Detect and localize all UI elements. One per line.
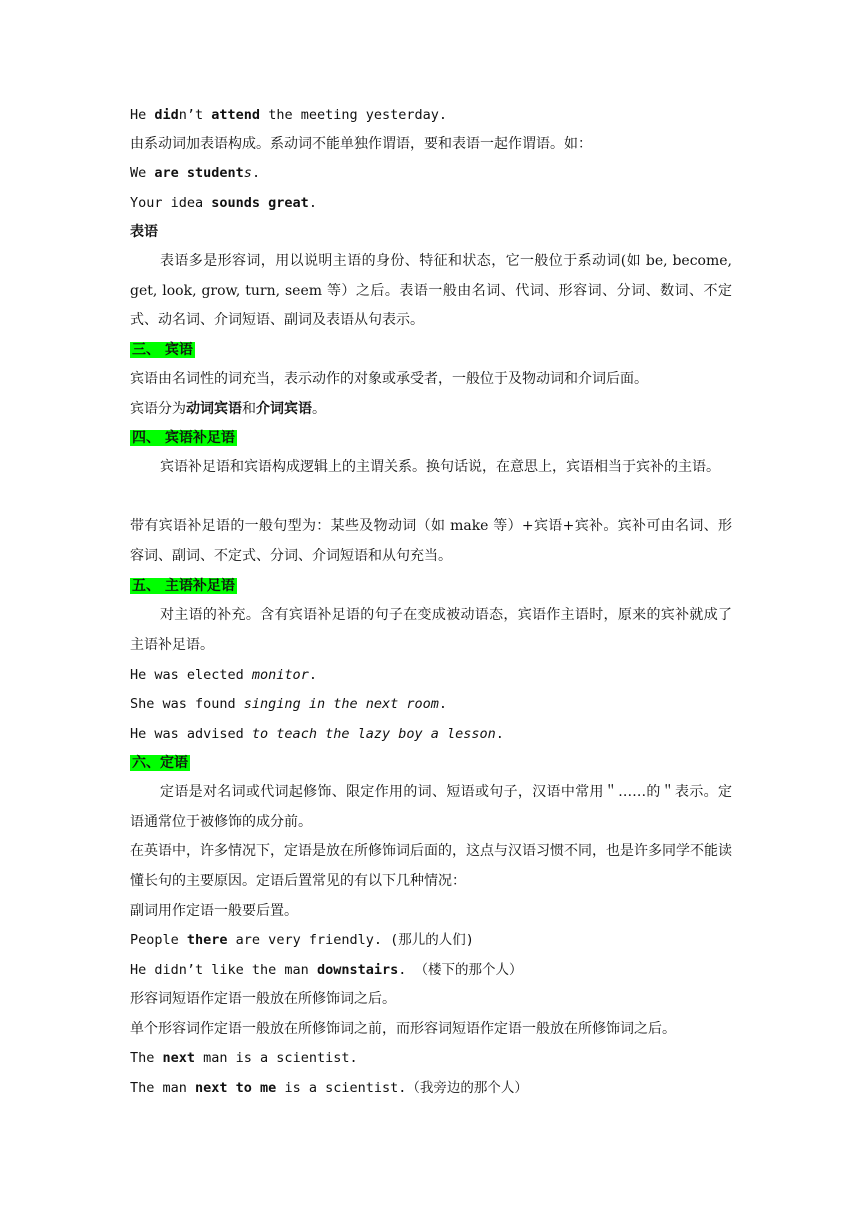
paragraph-line: 形容词短语作定语一般放在所修饰词之后。 bbox=[130, 991, 396, 1007]
bold-run: sounds great bbox=[211, 195, 309, 211]
text-run: . bbox=[251, 165, 261, 181]
bold-run: 动词宾语 bbox=[186, 401, 242, 417]
text-run: We bbox=[130, 165, 155, 181]
italic-run: singing in the next room bbox=[243, 696, 439, 712]
highlighted-heading: 六、定语 bbox=[132, 755, 188, 771]
text-run: 宾语分为 bbox=[130, 401, 186, 417]
highlighted-heading: 四、 宾语补足语 bbox=[132, 430, 235, 446]
italic-run: s bbox=[243, 165, 252, 181]
example-sentence bbox=[130, 1046, 732, 1070]
example-sentence bbox=[130, 928, 732, 952]
section-heading bbox=[130, 574, 732, 598]
text-run: He was elected bbox=[130, 667, 252, 683]
paragraph: 在英语中，许多情况下，定语是放在所修饰词后面的，这点与汉语习惯不同，也是许多同学不能读懂长句的主要原因。定语后置常见的有以下几种情况： bbox=[130, 843, 732, 889]
text-run: The man bbox=[130, 1080, 196, 1096]
text-run: He bbox=[130, 107, 155, 123]
example-sentence bbox=[130, 722, 732, 746]
bold-run: 介词宾语 bbox=[256, 401, 312, 417]
paragraph: 带有宾语补足语的一般句型为：某些及物动词（如 make 等）+宾语+宾补。宾补可由名词、形容词、副词、不定式、分词、介词短语和从句充当。 bbox=[130, 518, 732, 564]
text-run: . bbox=[308, 195, 317, 211]
paragraph-line: 宾语由名词性的词充当，表示动作的对象或承受者，一般位于及物动词和介词后面。 bbox=[130, 371, 648, 387]
paragraph-line: 由系动词加表语构成。系动词不能单独作谓语，要和表语一起作谓语。如： bbox=[130, 136, 592, 152]
paragraph: 表语多是形容词，用以说明主语的身份、特征和状态，它一般位于系动词(如 be, become, get, look, grow, turn, seem 等）之后。表语一般由名词、代词、形容词、分词、数词、不定式、动名词、介词短语、副词及表语从句表示。 bbox=[130, 253, 732, 328]
bold-run: attend bbox=[211, 107, 261, 123]
example-sentence bbox=[130, 1076, 732, 1100]
highlighted-heading: 三、 宾语 bbox=[132, 342, 193, 358]
text-run: man is a scientist. bbox=[195, 1050, 358, 1066]
highlighted-heading: 五、 主语补足语 bbox=[132, 578, 235, 594]
text-run: People bbox=[130, 932, 187, 948]
text-run: are very friendly. (那儿的人们) bbox=[227, 932, 474, 948]
text-run: the meeting yesterday. bbox=[260, 107, 448, 123]
example-sentence bbox=[130, 103, 732, 127]
text-run: . bbox=[438, 696, 448, 712]
paragraph-line: 副词用作定语一般要后置。 bbox=[130, 903, 298, 919]
example-sentence bbox=[130, 161, 732, 185]
paragraph-line: 单个形容词作定语一般放在所修饰词之前，而形容词短语作定语一般放在所修饰词之后。 bbox=[130, 1021, 676, 1037]
bold-run: there bbox=[186, 932, 228, 948]
text-run: n’t bbox=[178, 107, 212, 123]
paragraph: 对主语的补充。含有宾语补足语的句子在变成被动语态，宾语作主语时，原来的宾补就成了主语补足语。 bbox=[130, 607, 732, 653]
italic-run: to teach the lazy boy a lesson bbox=[251, 726, 496, 742]
bold-run: next to me bbox=[195, 1080, 277, 1096]
example-sentence bbox=[130, 663, 732, 687]
example-sentence bbox=[130, 692, 732, 716]
bold-run: are student bbox=[154, 165, 244, 181]
section-heading bbox=[130, 426, 732, 450]
example-sentence bbox=[130, 958, 732, 982]
section-heading bbox=[130, 751, 732, 775]
section-heading: 表语 bbox=[130, 224, 158, 240]
italic-run: monitor bbox=[251, 667, 309, 683]
bold-run: downstairs bbox=[316, 962, 399, 978]
text-run: . bbox=[495, 726, 504, 742]
text-run: He was advised bbox=[130, 726, 252, 742]
text-run: is a scientist.（我旁边的那个人） bbox=[276, 1080, 528, 1096]
text-run: She was found bbox=[130, 696, 244, 712]
bold-run: did bbox=[154, 107, 179, 123]
paragraph: 定语是对名词或代词起修饰、限定作用的词、短语或句子，汉语中常用＂……的＂表示。定语通常位于被修饰的成分前。 bbox=[130, 784, 732, 830]
text-run: He didn’t like the man bbox=[130, 962, 317, 978]
text-run: 和 bbox=[242, 401, 256, 417]
section-heading bbox=[130, 338, 732, 362]
text-run: Your idea bbox=[130, 195, 212, 211]
bold-run: next bbox=[162, 1050, 196, 1066]
paragraph-line bbox=[130, 397, 732, 421]
text-run: . bbox=[308, 667, 317, 683]
paragraph: 宾语补足语和宾语构成逻辑上的主谓关系。换句话说，在意思上，宾语相当于宾补的主语。 bbox=[160, 459, 720, 475]
text-run: The bbox=[130, 1050, 163, 1066]
text-run: . （楼下的那个人） bbox=[398, 962, 523, 978]
example-sentence bbox=[130, 191, 732, 215]
text-run: 。 bbox=[312, 401, 326, 417]
